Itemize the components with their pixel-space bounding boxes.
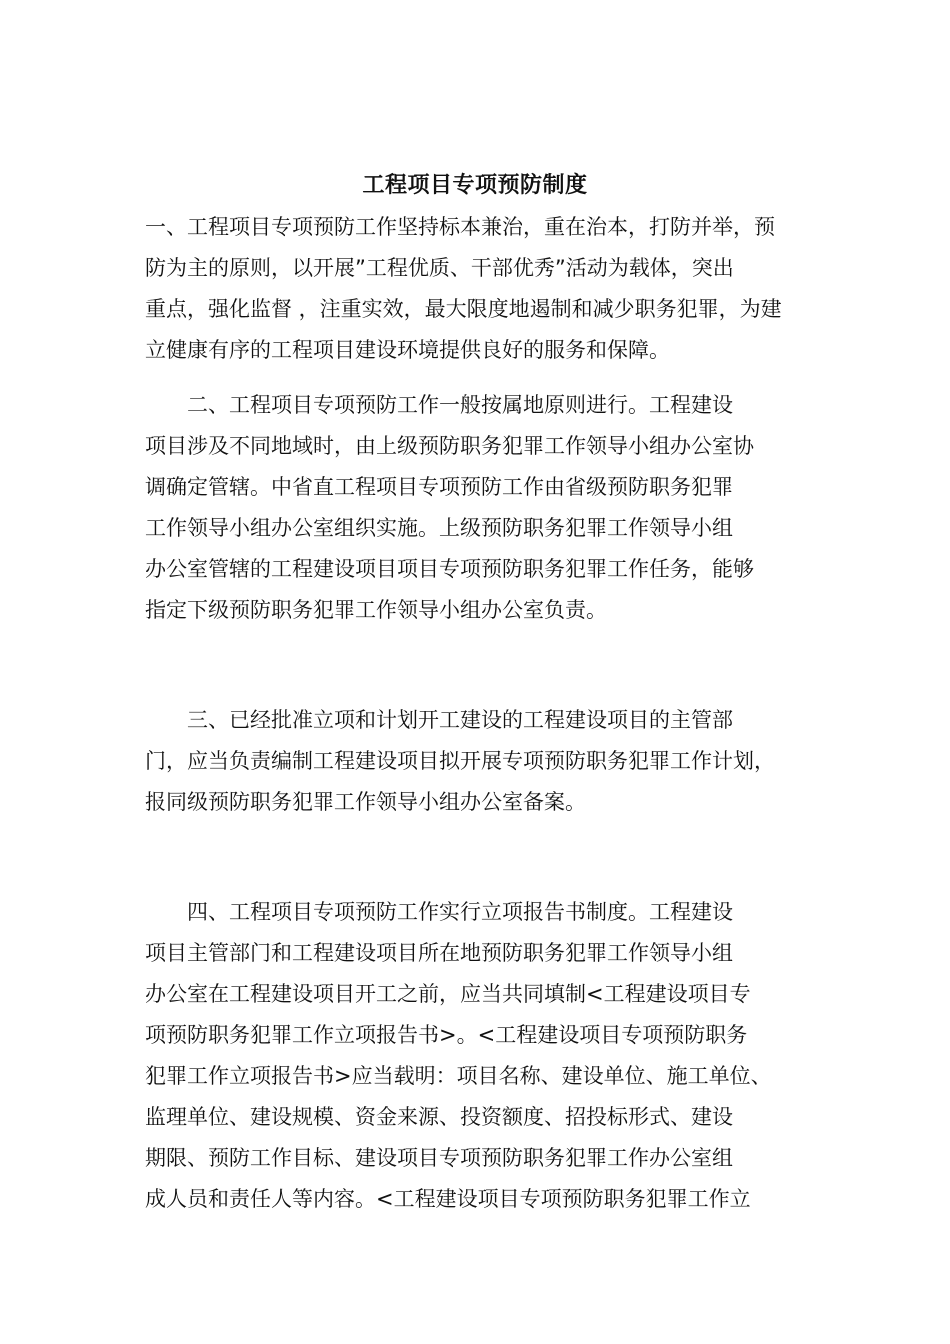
paragraph-line: 犯罪工作立项报告书>应当载明：项目名称、建设单位、施工单位、: [145, 1064, 772, 1088]
paragraph-line: 立健康有序的工程项目建设环境提供良好的服务和保障。: [145, 338, 670, 362]
paragraph-line: 指定下级预防职务犯罪工作领导小组办公室负责。: [145, 598, 607, 622]
paragraph-line: 报同级预防职务犯罪工作领导小组办公室备案。: [145, 790, 586, 814]
paragraph-1: [145, 207, 810, 371]
paragraph-3: [145, 700, 810, 823]
document-title: 工程项目专项预防制度: [362, 173, 588, 198]
paragraph-line: 门，应当负责编制工程建设项目拟开展专项预防职务犯罪工作计划，: [145, 749, 775, 773]
paragraph-line: 调确定管辖。中省直工程项目专项预防工作由省级预防职务犯罪: [145, 475, 733, 499]
paragraph-line: 项预防职务犯罪工作立项报告书>。<工程建设项目专项预防职务: [145, 1023, 748, 1047]
paragraph-line: 三、已经批准立项和计划开工建设的工程建设项目的主管部: [145, 708, 733, 732]
paragraph-4: [145, 892, 810, 1220]
paragraph-line: 一、工程项目专项预防工作坚持标本兼治，重在治本，打防并举，预: [145, 215, 775, 239]
paragraph-2: [145, 385, 810, 631]
paragraph-line: 监理单位、建设规模、资金来源、投资额度、招投标形式、建设: [145, 1105, 733, 1129]
paragraph-line: 四、工程项目专项预防工作实行立项报告书制度。工程建设: [145, 900, 733, 924]
paragraph-line: 项目主管部门和工程建设项目所在地预防职务犯罪工作领导小组: [145, 941, 733, 965]
paragraph-line: 项目涉及不同地域时，由上级预防职务犯罪工作领导小组办公室协: [145, 434, 754, 458]
paragraph-line: 重点，强化监督 ，注重实效，最大限度地遏制和减少职务犯罪，为建: [145, 297, 782, 321]
paragraph-line: 工作领导小组办公室组织实施。上级预防职务犯罪工作领导小组: [145, 516, 733, 540]
paragraph-line: 成人员和责任人等内容。<工程建设项目专项预防职务犯罪工作立: [145, 1187, 751, 1211]
paragraph-line: 期限、预防工作目标、建设项目专项预防职务犯罪工作办公室组: [145, 1146, 733, 1170]
paragraph-line: 二、工程项目专项预防工作一般按属地原则进行。工程建设: [145, 393, 733, 417]
paragraph-line: 办公室管辖的工程建设项目项目专项预防职务犯罪工作任务，能够: [145, 557, 754, 581]
paragraph-line: 防为主的原则，以开展”工程优质、干部优秀”活动为载体，突出: [145, 256, 734, 280]
paragraph-line: 办公室在工程建设项目开工之前，应当共同填制<工程建设项目专: [145, 982, 751, 1006]
